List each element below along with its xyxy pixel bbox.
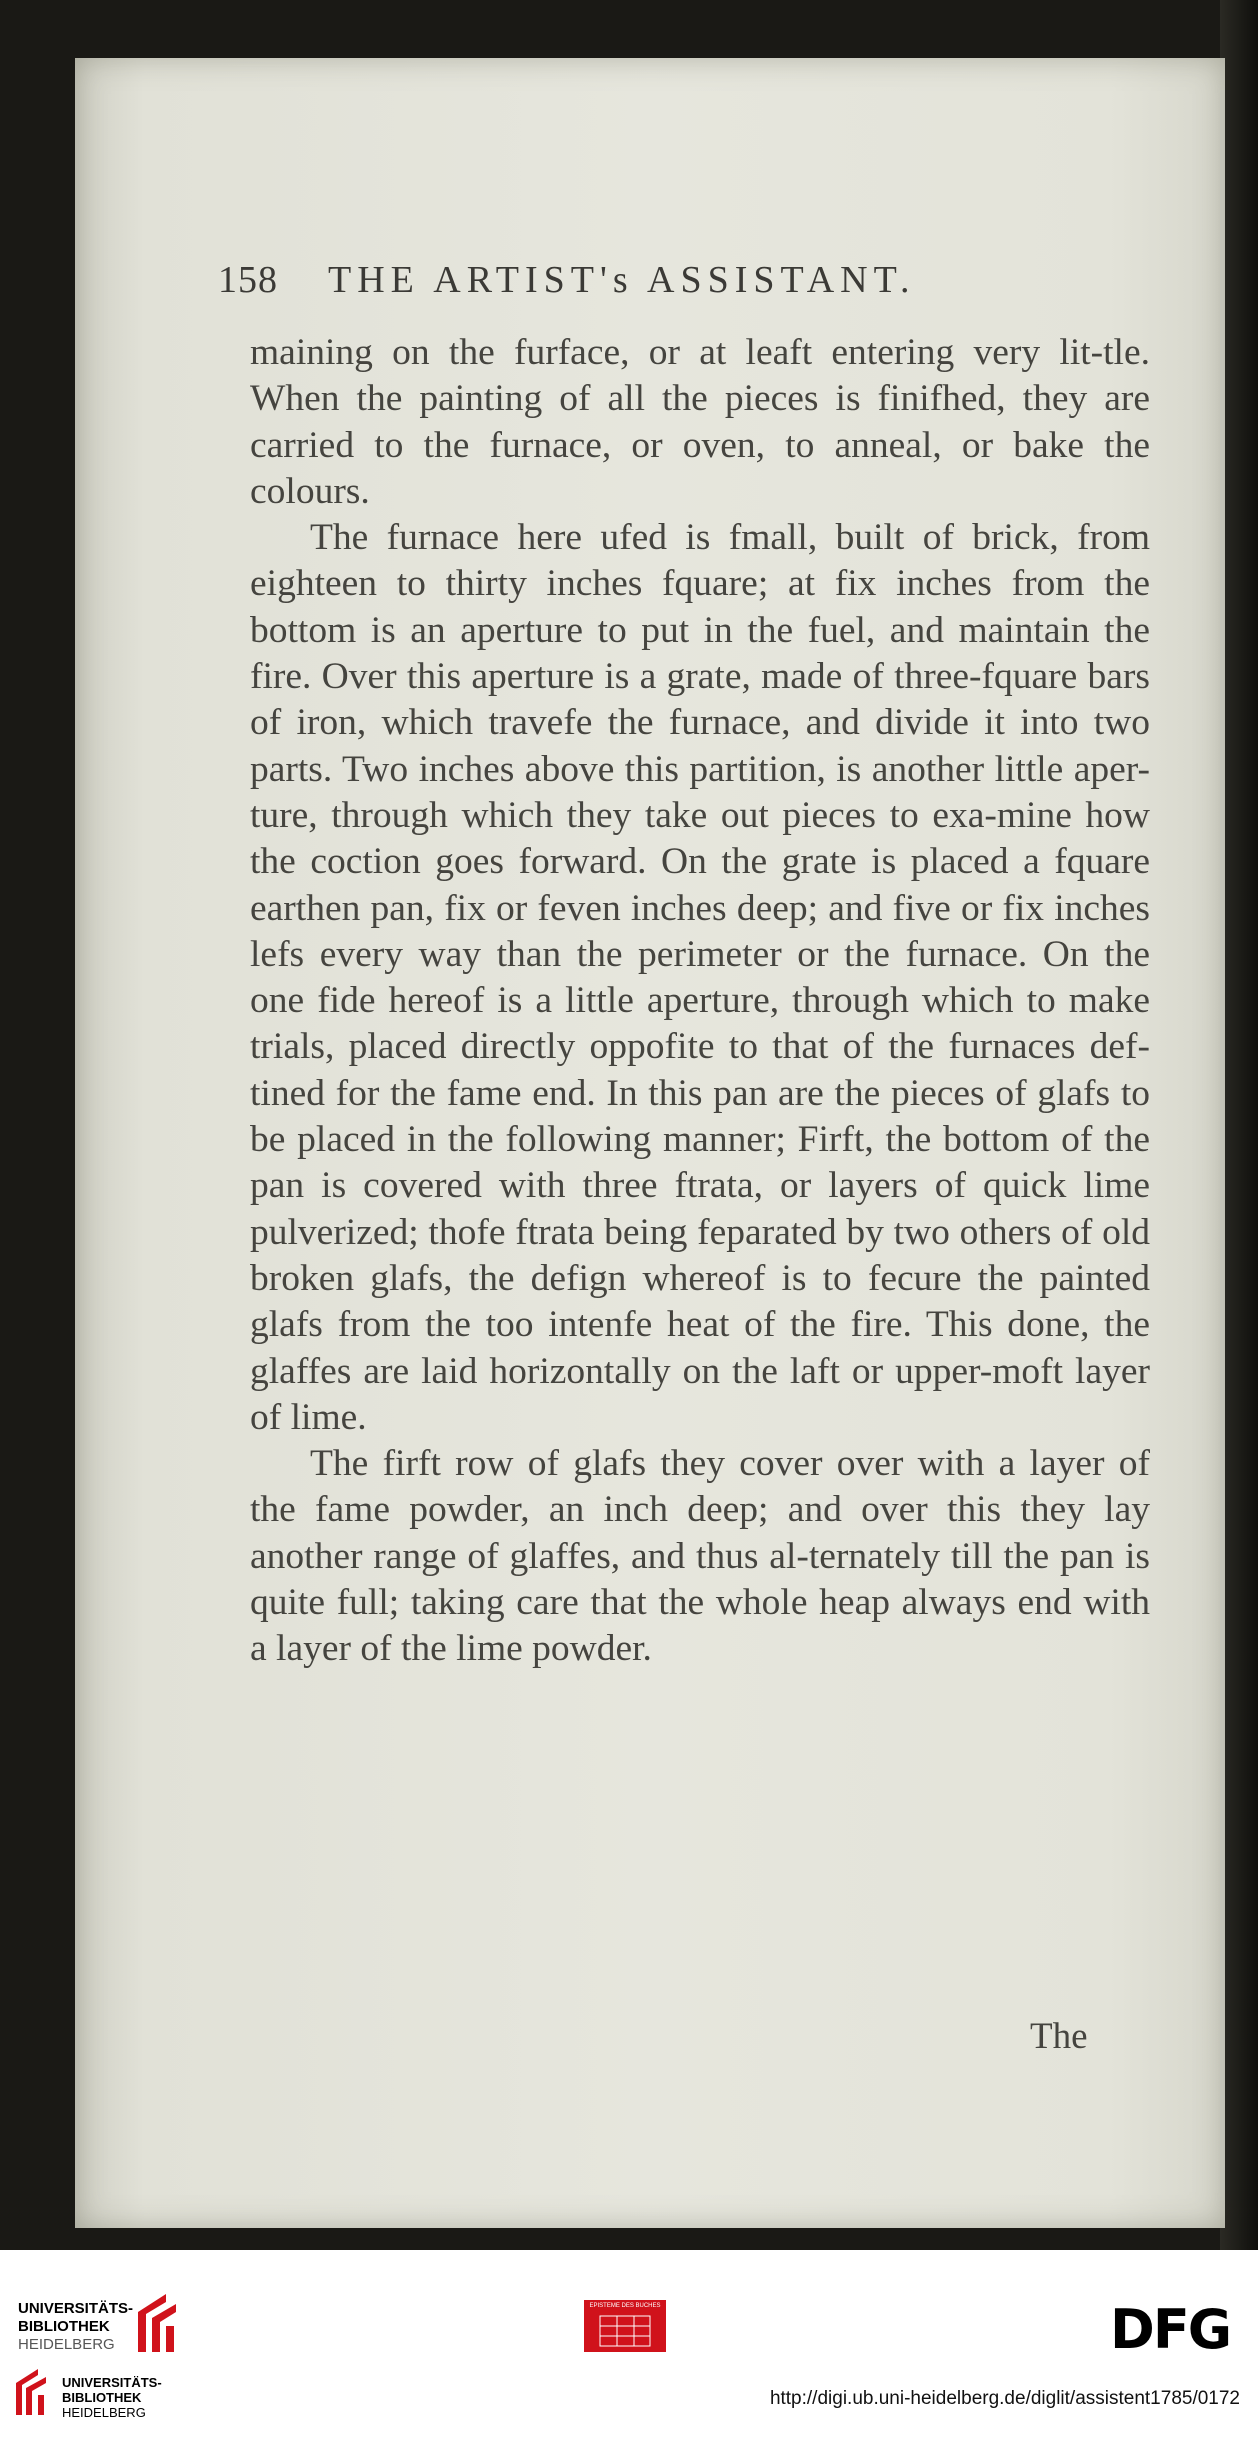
- ub-heidelberg-logo[interactable]: [18, 2290, 188, 2360]
- episteme-label: EPISTEME DES BUCHES: [589, 2303, 661, 2309]
- book-spine: [1220, 0, 1258, 2250]
- ub-logo-small-text: UNIVERSITÄTS- BIBLIOTHEK HEIDELBERG: [62, 2375, 162, 2420]
- episteme-logo[interactable]: [584, 2300, 666, 2352]
- ub-logo-mark-icon: [136, 2292, 188, 2354]
- page-number: 158: [218, 259, 278, 301]
- ub-logo-text: UNIVERSITÄTS- BIBLIOTHEK HEIDELBERG: [18, 2300, 134, 2353]
- permalink-url[interactable]: http://digi.ub.uni-heidelberg.de/diglit/assistent1785/0172: [769, 2388, 1240, 2409]
- paragraph-continued: maining on the furface, or at leaft entering very lit-tle. When the painting of all the pieces is finifhed, they are carried to the furnace, or oven, to anneal, or bake the colours.: [250, 332, 1150, 512]
- running-head: [218, 258, 1198, 302]
- catchword: The: [1030, 2016, 1088, 2057]
- dfg-logo[interactable]: DFG: [1110, 2298, 1231, 2361]
- episteme-grid-icon: [598, 2314, 652, 2348]
- body-text: [250, 330, 1150, 1673]
- ub-heidelberg-logo-small[interactable]: [14, 2365, 234, 2435]
- digitization-footer: [0, 2250, 1258, 2441]
- paragraph-furnace: The furnace here ufed is fmall, built of brick, from eighteen to thirty inches fquare; at fix inches from the bottom is an aperture to put in the fuel, and maintain the fire. Over this aperture is a grate, made of three-fquare bars of iron, which travefe the furnace, and divide it into two parts. Two inches above this partition, is another little aper-ture, through which they take out pieces to exa-mine how the coction goes forward. On the grate is placed a fquare earthen pan, fix or feven inches deep; and five or fix inches lefs every way than the perimeter or the furnace. On the one fide hereof is a little aperture, through which to make trials, placed directly oppofite to that of the furnaces def-tined for the fame end. In this pan are the pieces of glafs to be placed in the following manner; Firft, the bottom of the pan is covered with three ftrata, or layers of quick lime pulverized; thofe ftrata being feparated by two others of old broken glafs, the defign whereof is to fecure the painted glafs from the too intenfe heat of the fire. This done, the glaffes are laid horizontally on the laft or upper-moft layer of lime.: [250, 517, 1150, 1438]
- ub-logo-mark-small-icon: [14, 2367, 56, 2417]
- paragraph-first-row: The firft row of glafs they cover over with a layer of the fame powder, an inch deep; and over this they lay another range of glaffes, and thus al-ternately till the pan is quite full; taking care that the whole heap always end with a layer of the lime powder.: [250, 1443, 1150, 1670]
- running-title: THE ARTIST's ASSISTANT.: [328, 259, 916, 301]
